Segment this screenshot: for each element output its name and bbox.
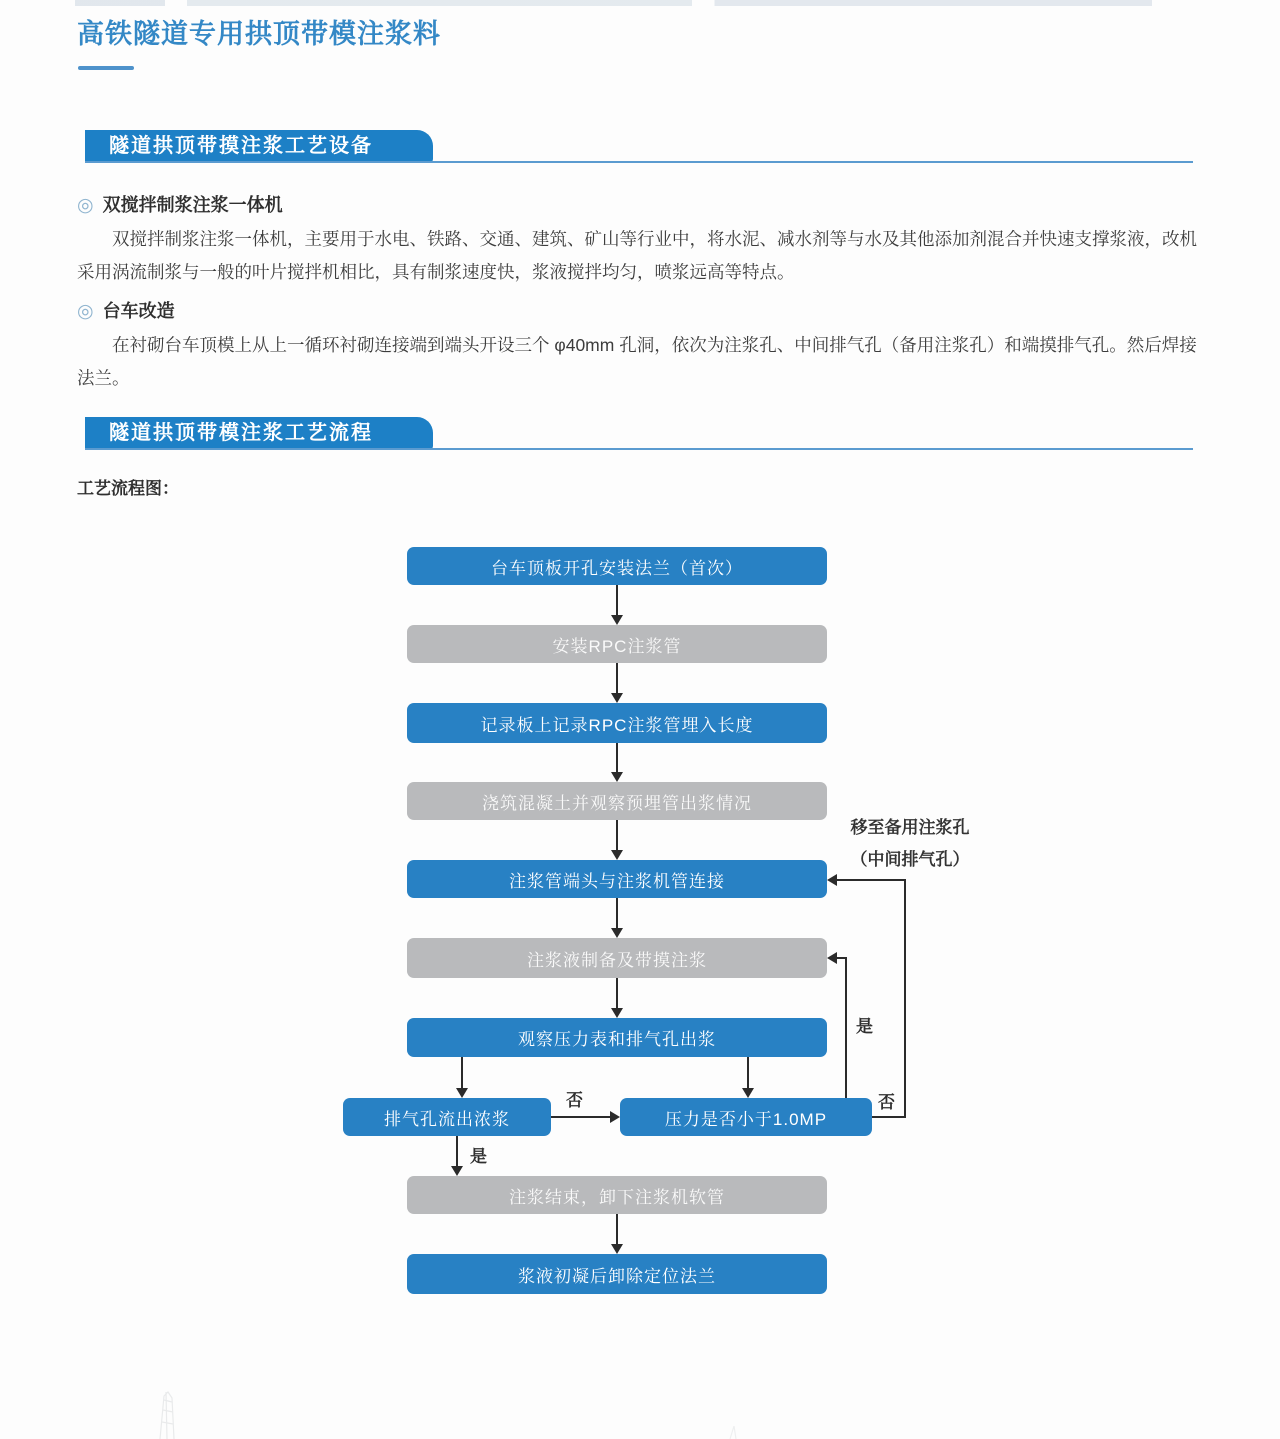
arrow-connector bbox=[616, 978, 618, 1008]
ring-bullet-icon: ◎ bbox=[77, 301, 94, 322]
page-title: 高铁隧道专用拱顶带模注浆料 bbox=[77, 19, 441, 49]
bullet-title-mixer: 双搅拌制浆注浆一体机 bbox=[102, 195, 283, 215]
loop-no-vertical-line bbox=[904, 879, 906, 1118]
flow-step-remove-flange: 浆液初凝后卸除定位法兰 bbox=[407, 1254, 827, 1294]
section-header-equipment: 隧道拱顶带摸注浆工艺设备 bbox=[85, 130, 433, 163]
loop-no-bottom-line bbox=[872, 1116, 906, 1118]
section-header-rule bbox=[85, 161, 1193, 163]
building-watermark-fragment bbox=[724, 1426, 742, 1439]
arrow-connector bbox=[616, 743, 618, 772]
loop-no-top-line bbox=[837, 879, 906, 881]
flow-step-finish-detach-hose: 注浆结束，卸下注浆机软管 bbox=[407, 1176, 827, 1214]
branch-label-no: 否 bbox=[566, 1091, 583, 1110]
arrow-head-down bbox=[611, 1008, 623, 1018]
arrow-head-down bbox=[742, 1088, 754, 1098]
loop-label-yes: 是 bbox=[856, 1017, 873, 1036]
flow-step-connect-pipe: 注浆管端头与注浆机管连接 bbox=[407, 860, 827, 898]
loop-yes-vertical-line bbox=[845, 957, 847, 1098]
paragraph-trolley: 在衬砌台车顶模上从上一循环衬砌连接端到端头开设三个 φ40mm 孔洞，依次为注浆孔、中间排气孔（备用注浆孔）和端摸排气孔。然后焊接法兰。 bbox=[77, 335, 1197, 388]
arrow-connector bbox=[616, 1214, 618, 1244]
loop-annotation-line1: 移至备用注浆孔 bbox=[850, 818, 970, 837]
paragraph-mixer: 双搅拌制浆注浆一体机，主要用于水电、铁路、交通、建筑、矿山等行业中，将水泥、减水剂等与水及其他添加剂混合并快速支撑浆液，改机采用涡流制浆与一般的叶片搅拌机相比，具有制浆速度快，浆液搅拌均匀，喷浆远高等特点。 bbox=[77, 229, 1197, 282]
arrow-connector-branch-left bbox=[461, 1057, 463, 1088]
arrow-head-down bbox=[611, 1244, 623, 1254]
section-header-rule bbox=[85, 448, 1193, 450]
arrow-connector-branch-right bbox=[747, 1057, 749, 1088]
arrow-head-down bbox=[611, 772, 623, 782]
arrow-connector bbox=[616, 898, 618, 928]
arrow-head-down bbox=[456, 1088, 468, 1098]
arrow-connector-no bbox=[551, 1116, 611, 1118]
flow-step-record-length: 记录板上记录RPC注浆管埋入长度 bbox=[407, 703, 827, 743]
arrow-head-down bbox=[611, 615, 623, 625]
arrow-head-left bbox=[827, 952, 837, 964]
title-underline bbox=[78, 66, 134, 70]
arrow-head-right bbox=[610, 1111, 620, 1123]
arrow-head-down bbox=[611, 850, 623, 860]
flow-step-observe-gauge: 观察压力表和排气孔出浆 bbox=[407, 1018, 827, 1057]
arrow-head-down bbox=[611, 928, 623, 938]
arrow-head-down bbox=[611, 693, 623, 703]
bullet-item-trolley bbox=[77, 295, 1199, 328]
flow-step-install-rpc-pipe: 安装RPC注浆管 bbox=[407, 625, 827, 663]
equipment-section-body bbox=[77, 183, 1199, 395]
arrow-connector-yes bbox=[456, 1136, 458, 1166]
flow-step-vent-thick-grout: 排气孔流出浓浆 bbox=[343, 1098, 551, 1136]
arrow-connector bbox=[616, 820, 618, 850]
arrow-head-down bbox=[451, 1166, 463, 1176]
flow-step-pour-concrete: 浇筑混凝土并观察预埋管出浆情况 bbox=[407, 782, 827, 820]
loop-label-no: 否 bbox=[878, 1093, 895, 1112]
loop-yes-horizontal-line bbox=[837, 957, 847, 959]
loop-annotation bbox=[828, 812, 992, 876]
arrow-connector bbox=[616, 585, 618, 615]
flow-step-prepare-grout: 注浆液制备及带摸注浆 bbox=[407, 938, 827, 978]
arrow-connector bbox=[616, 663, 618, 693]
bullet-title-trolley: 台车改造 bbox=[102, 301, 175, 321]
flow-step-install-flange: 台车顶板开孔安装法兰（首次） bbox=[407, 547, 827, 585]
branch-label-yes: 是 bbox=[470, 1147, 487, 1166]
flow-diagram-caption: 工艺流程图： bbox=[77, 479, 179, 498]
loop-annotation-line2: （中间排气孔） bbox=[850, 850, 970, 869]
cropped-top-strip bbox=[75, 0, 1197, 6]
ring-bullet-icon: ◎ bbox=[77, 195, 94, 216]
section-header-process: 隧道拱顶带模注浆工艺流程 bbox=[85, 417, 433, 450]
building-watermark-icon bbox=[146, 1390, 190, 1439]
bullet-item-mixer bbox=[77, 189, 1199, 222]
flow-step-pressure-check: 压力是否小于1.0MP bbox=[620, 1098, 872, 1136]
